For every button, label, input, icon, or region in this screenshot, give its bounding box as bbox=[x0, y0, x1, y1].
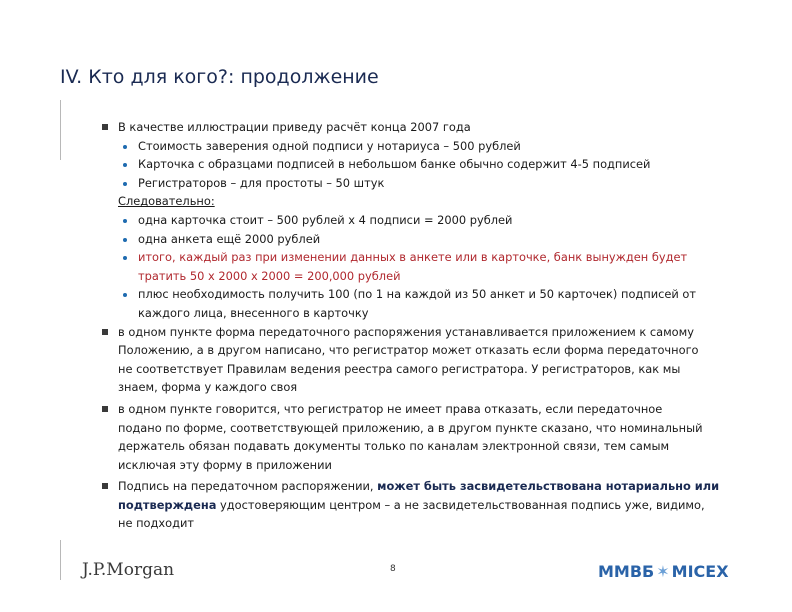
sub-item: одна карточка стоит – 500 рублей х 4 подписи = 2000 рублей bbox=[118, 211, 750, 230]
sub-item: Регистраторов – для простоты – 50 штук bbox=[118, 174, 750, 193]
left-rule-bottom bbox=[60, 540, 61, 580]
bullet-block-1 bbox=[100, 118, 750, 323]
dot-bullet-icon bbox=[123, 238, 127, 242]
sub-item: Карточка с образцами подписей в небольшом банке обычно содержит 4-5 подписей bbox=[118, 155, 750, 174]
conclusion-label: Следовательно: bbox=[118, 194, 215, 209]
dot-bullet-icon bbox=[123, 145, 127, 149]
square-bullet-icon bbox=[102, 406, 108, 412]
bullet-block-3: в одном пункте говорится, что регистратор не имеет права отказать, если передаточное подано по форме, соответствующей приложению, а в другом пункте сказано, что номинальный держатель обязан подавать документы только по каналам электронной связи, тем самым исключая эту форму в приложении bbox=[100, 400, 750, 474]
dot-bullet-icon bbox=[123, 219, 127, 223]
dot-bullet-icon bbox=[123, 182, 127, 186]
sub-item: плюс необходимость получить 100 (по 1 на каждой из 50 анкет и 50 карточек) подписей от каждого лица, внесенного в карточку bbox=[118, 285, 750, 322]
square-bullet-icon bbox=[102, 483, 108, 489]
jpmorgan-logo: J.P.Morgan bbox=[82, 560, 175, 580]
slide-content bbox=[100, 118, 750, 533]
left-rule-top bbox=[60, 100, 61, 160]
square-bullet-icon bbox=[102, 329, 108, 335]
sub-item: Стоимость заверения одной подписи у нотариуса – 500 рублей bbox=[118, 137, 750, 156]
dot-bullet-icon bbox=[123, 256, 127, 260]
slide-title-main: IV. Кто для кого?: bbox=[60, 66, 235, 88]
micex-logo: ММВБ ✶ MICEX bbox=[598, 562, 729, 581]
square-bullet-icon bbox=[102, 124, 108, 130]
sub-item-highlight: итого, каждый раз при изменении данных в анкете или в карточке, банк вынужден будет тратить 50 х 2000 х 2000 = 200,000 рублей bbox=[118, 248, 750, 285]
slide-title-sub: продолжение bbox=[234, 66, 379, 88]
block1-intro: В качестве иллюстрации приведу расчёт конца 2007 года bbox=[118, 120, 471, 134]
bullet-block-4: Подпись на передаточном распоряжении, может быть засвидетельствована нотариально или подтверждена удостоверяющим центром – а не засвидетельствованная подпись уже, видимо, не подходит bbox=[100, 477, 750, 533]
slide-title bbox=[60, 66, 379, 88]
bullet-block-2: в одном пункте форма передаточного распоряжения устанавливается приложением к самому Положению, а в другом написано, что регистратор может отказать если форма передаточного не соответствует Правилам ведения реестра самого регистратора. У регистраторов, как мы знаем, форма у каждого своя bbox=[100, 323, 750, 397]
page-number: 8 bbox=[390, 564, 396, 574]
dot-bullet-icon bbox=[123, 293, 127, 297]
dot-bullet-icon bbox=[123, 163, 127, 167]
sub-item: одна анкета ещё 2000 рублей bbox=[118, 230, 750, 249]
